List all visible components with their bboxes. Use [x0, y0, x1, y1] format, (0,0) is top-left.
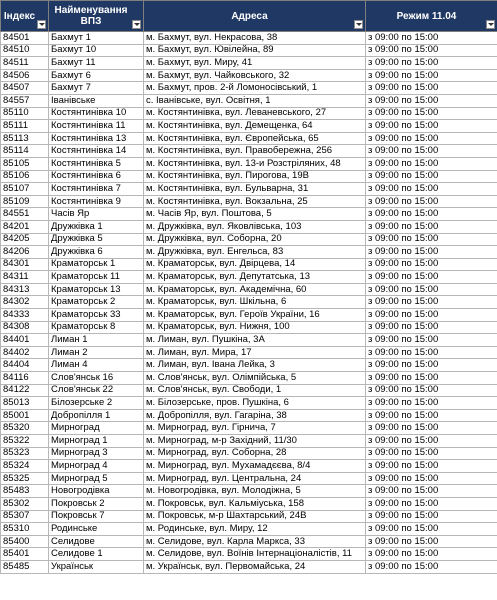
table-row: [1, 157, 497, 170]
cell-name[interactable]: Слов'янськ 22: [49, 384, 144, 397]
cell-address[interactable]: м. Новогродівка, вул. Молодіжна, 5: [144, 485, 366, 498]
cell-index[interactable]: 84205: [1, 233, 49, 246]
table-row: [1, 82, 497, 95]
cell-name[interactable]: Селидове 1: [49, 548, 144, 561]
cell-address[interactable]: м. Селидове, вул. Воїнів Інтернаціоналістів, 11: [144, 548, 366, 561]
filter-dropdown-icon[interactable]: [354, 20, 363, 29]
table-row: [1, 359, 497, 372]
cell-name[interactable]: Добропілля 1: [49, 409, 144, 422]
cell-schedule[interactable]: з 09:00 по 15:00: [366, 535, 497, 548]
cell-schedule[interactable]: з 09:00 по 15:00: [366, 107, 497, 120]
cell-schedule[interactable]: з 09:00 по 15:00: [366, 271, 497, 284]
cell-name[interactable]: Краматорськ 8: [49, 321, 144, 334]
cell-address[interactable]: м. Костянтинівка, вул. 13-и Розстріляних, 48: [144, 157, 366, 170]
cell-index[interactable]: 85013: [1, 397, 49, 410]
cell-index[interactable]: 85105: [1, 157, 49, 170]
cell-schedule[interactable]: з 09:00 по 15:00: [366, 233, 497, 246]
cell-address[interactable]: м. Слов'янськ, вул. Олімпійська, 5: [144, 372, 366, 385]
cell-address[interactable]: м. Слов'янськ, вул. Свободи, 1: [144, 384, 366, 397]
cell-address[interactable]: м. Українськ, вул. Первомайська, 24: [144, 560, 366, 573]
table-row: [1, 560, 497, 573]
cell-address[interactable]: м. Дружківка, вул. Яковлівська, 103: [144, 220, 366, 233]
cell-address[interactable]: м. Бахмут, вул. Некрасова, 38: [144, 32, 366, 45]
cell-index[interactable]: 84557: [1, 94, 49, 107]
cell-name[interactable]: Дружківка 1: [49, 220, 144, 233]
table-row: [1, 497, 497, 510]
cell-schedule[interactable]: з 09:00 по 15:00: [366, 372, 497, 385]
cell-schedule[interactable]: з 09:00 по 15:00: [366, 384, 497, 397]
column-header-index-label: Індекс: [3, 10, 36, 22]
cell-address[interactable]: м. Краматорськ, вул. Академічна, 60: [144, 283, 366, 296]
cell-index[interactable]: 85400: [1, 535, 49, 548]
column-header-schedule-label: Режим 11.04: [396, 10, 457, 22]
cell-index[interactable]: 84506: [1, 69, 49, 82]
table-row: [1, 107, 497, 120]
cell-address[interactable]: м. Бахмут, вул. Чайковського, 32: [144, 69, 366, 82]
cell-schedule[interactable]: з 09:00 по 15:00: [366, 309, 497, 322]
cell-index[interactable]: 85320: [1, 422, 49, 435]
cell-name[interactable]: Мирноград: [49, 422, 144, 435]
cell-index[interactable]: 84333: [1, 309, 49, 322]
cell-index[interactable]: 84311: [1, 271, 49, 284]
cell-address[interactable]: м. Мирноград, вул. Гірнича, 7: [144, 422, 366, 435]
cell-address[interactable]: м. Краматорськ, вул. Нижня, 100: [144, 321, 366, 334]
cell-address[interactable]: м. Бахмут, вул. Ювілейна, 89: [144, 44, 366, 57]
cell-schedule[interactable]: з 09:00 по 15:00: [366, 120, 497, 133]
cell-schedule[interactable]: з 09:00 по 15:00: [366, 69, 497, 82]
cell-index[interactable]: 84551: [1, 208, 49, 221]
table-row: [1, 283, 497, 296]
cell-schedule[interactable]: з 09:00 по 15:00: [366, 157, 497, 170]
cell-name[interactable]: Мирноград 5: [49, 472, 144, 485]
cell-address[interactable]: м. Краматорськ, вул. Шкільна, 6: [144, 296, 366, 309]
cell-name[interactable]: Бахмут 7: [49, 82, 144, 95]
cell-address[interactable]: м. Костянтинівка, вул. Пирогова, 19В: [144, 170, 366, 183]
cell-schedule[interactable]: з 09:00 по 15:00: [366, 460, 497, 473]
filter-dropdown-icon[interactable]: [132, 20, 141, 29]
cell-index[interactable]: 84302: [1, 296, 49, 309]
table-row: [1, 195, 497, 208]
cell-address[interactable]: м. Білозерське, пров. Пушкіна, 6: [144, 397, 366, 410]
cell-schedule[interactable]: з 09:00 по 15:00: [366, 57, 497, 70]
cell-index[interactable]: 84206: [1, 246, 49, 259]
cell-schedule[interactable]: з 09:00 по 15:00: [366, 359, 497, 372]
cell-name[interactable]: Лиман 1: [49, 334, 144, 347]
cell-name[interactable]: Селидове: [49, 535, 144, 548]
cell-index[interactable]: 84401: [1, 334, 49, 347]
cell-name[interactable]: Бахмут 10: [49, 44, 144, 57]
table-row: [1, 246, 497, 259]
column-header-name[interactable]: [49, 1, 144, 32]
cell-name[interactable]: Костянтинівка 10: [49, 107, 144, 120]
cell-address[interactable]: м. Дружківка, вул. Соборна, 20: [144, 233, 366, 246]
cell-index[interactable]: 85110: [1, 107, 49, 120]
cell-name[interactable]: Мирноград 3: [49, 447, 144, 460]
cell-schedule[interactable]: з 09:00 по 15:00: [366, 32, 497, 45]
table-row: [1, 183, 497, 196]
cell-name[interactable]: Костянтинівка 7: [49, 183, 144, 196]
table-row: [1, 510, 497, 523]
cell-index[interactable]: 84510: [1, 44, 49, 57]
cell-name[interactable]: Часів Яр: [49, 208, 144, 221]
table-row: [1, 309, 497, 322]
cell-schedule[interactable]: з 09:00 по 15:00: [366, 510, 497, 523]
table-row: [1, 145, 497, 158]
cell-schedule[interactable]: з 09:00 по 15:00: [366, 208, 497, 221]
cell-name[interactable]: Костянтинівка 6: [49, 170, 144, 183]
cell-schedule[interactable]: з 09:00 по 15:00: [366, 296, 497, 309]
cell-schedule[interactable]: з 09:00 по 15:00: [366, 195, 497, 208]
cell-address[interactable]: м. Костянтинівка, вул. Леваневського, 27: [144, 107, 366, 120]
table-row: [1, 523, 497, 536]
cell-address[interactable]: м. Мирноград, вул. Мухамадєєва, 8/4: [144, 460, 366, 473]
cell-address[interactable]: м. Краматорськ, вул. Героїв України, 16: [144, 309, 366, 322]
cell-index[interactable]: 84201: [1, 220, 49, 233]
cell-address[interactable]: м. Лиман, вул. Івана Лейка, 3: [144, 359, 366, 372]
cell-index[interactable]: 85485: [1, 560, 49, 573]
table-row: [1, 258, 497, 271]
cell-schedule[interactable]: з 09:00 по 15:00: [366, 145, 497, 158]
cell-name[interactable]: Краматорськ 1: [49, 258, 144, 271]
cell-name[interactable]: Краматорськ 2: [49, 296, 144, 309]
table-row: [1, 334, 497, 347]
table-row: [1, 57, 497, 70]
cell-index[interactable]: 85483: [1, 485, 49, 498]
table-row: [1, 460, 497, 473]
table-row: [1, 233, 497, 246]
cell-index[interactable]: 84116: [1, 372, 49, 385]
table-row: [1, 321, 497, 334]
cell-schedule[interactable]: з 09:00 по 15:00: [366, 422, 497, 435]
cell-address[interactable]: м. Мирноград, вул. Соборна, 28: [144, 447, 366, 460]
cell-schedule[interactable]: з 09:00 по 15:00: [366, 523, 497, 536]
cell-schedule[interactable]: з 09:00 по 15:00: [366, 321, 497, 334]
table-row: [1, 120, 497, 133]
column-header-address-label: Адреса: [231, 10, 268, 22]
table-row: [1, 472, 497, 485]
table-row: [1, 296, 497, 309]
cell-schedule[interactable]: з 09:00 по 15:00: [366, 94, 497, 107]
cell-address[interactable]: м. Костянтинівка, вул. Європейська, 65: [144, 132, 366, 145]
table-row: [1, 409, 497, 422]
cell-schedule[interactable]: з 09:00 по 15:00: [366, 497, 497, 510]
cell-schedule[interactable]: з 09:00 по 15:00: [366, 560, 497, 573]
cell-address[interactable]: м. Селидове, вул. Карла Маркса, 33: [144, 535, 366, 548]
table-header: [1, 1, 497, 32]
cell-name[interactable]: Костянтинівка 13: [49, 132, 144, 145]
cell-index[interactable]: 84308: [1, 321, 49, 334]
cell-name[interactable]: Бахмут 11: [49, 57, 144, 70]
cell-schedule[interactable]: з 09:00 по 15:00: [366, 548, 497, 561]
column-header-address[interactable]: [144, 1, 366, 32]
table-row: [1, 69, 497, 82]
cell-name[interactable]: Покровськ 7: [49, 510, 144, 523]
table-row: [1, 220, 497, 233]
cell-index[interactable]: 84404: [1, 359, 49, 372]
cell-address[interactable]: м. Лиман, вул. Мира, 17: [144, 346, 366, 359]
cell-name[interactable]: Краматорськ 11: [49, 271, 144, 284]
cell-schedule[interactable]: з 09:00 по 15:00: [366, 447, 497, 460]
cell-name[interactable]: Костянтинівка 9: [49, 195, 144, 208]
column-header-schedule[interactable]: [366, 1, 497, 32]
cell-name[interactable]: Бахмут 1: [49, 32, 144, 45]
cell-schedule[interactable]: з 09:00 по 15:00: [366, 283, 497, 296]
cell-name[interactable]: Костянтинівка 11: [49, 120, 144, 133]
table-row: [1, 422, 497, 435]
cell-schedule[interactable]: з 09:00 по 15:00: [366, 82, 497, 95]
filter-dropdown-icon[interactable]: [37, 20, 46, 29]
cell-index[interactable]: 85322: [1, 435, 49, 448]
cell-name[interactable]: Мирноград 4: [49, 460, 144, 473]
cell-name[interactable]: Лиман 2: [49, 346, 144, 359]
table-row: [1, 485, 497, 498]
cell-schedule[interactable]: з 09:00 по 15:00: [366, 183, 497, 196]
cell-index[interactable]: 85106: [1, 170, 49, 183]
cell-address[interactable]: м. Краматорськ, вул. Двірцева, 14: [144, 258, 366, 271]
cell-name[interactable]: Слов'янськ 16: [49, 372, 144, 385]
table-row: [1, 132, 497, 145]
cell-index[interactable]: 85310: [1, 523, 49, 536]
table-row: [1, 397, 497, 410]
cell-address[interactable]: м. Мирноград, вул. Центральна, 24: [144, 472, 366, 485]
cell-address[interactable]: м. Костянтинівка, вул. Демещенка, 64: [144, 120, 366, 133]
cell-address[interactable]: м. Покровськ, м-р Шахтарський, 24В: [144, 510, 366, 523]
table-row: [1, 548, 497, 561]
table-row: [1, 535, 497, 548]
cell-address[interactable]: м. Лиман, вул. Пушкіна, 3А: [144, 334, 366, 347]
cell-index[interactable]: 85111: [1, 120, 49, 133]
table-row: [1, 94, 497, 107]
cell-name[interactable]: Костянтинівка 5: [49, 157, 144, 170]
cell-name[interactable]: Іванівське: [49, 94, 144, 107]
cell-schedule[interactable]: з 09:00 по 15:00: [366, 435, 497, 448]
cell-address[interactable]: м. Добропілля, вул. Гагаріна, 38: [144, 409, 366, 422]
header-row: [1, 1, 497, 32]
cell-address[interactable]: м. Костянтинівка, вул. Вокзальна, 25: [144, 195, 366, 208]
cell-schedule[interactable]: з 09:00 по 15:00: [366, 346, 497, 359]
table-row: [1, 447, 497, 460]
cell-schedule[interactable]: з 09:00 по 15:00: [366, 397, 497, 410]
cell-index[interactable]: 85323: [1, 447, 49, 460]
cell-index[interactable]: 85302: [1, 497, 49, 510]
cell-schedule[interactable]: з 09:00 по 15:00: [366, 246, 497, 259]
table-row: [1, 271, 497, 284]
table-body: [1, 32, 497, 574]
cell-address[interactable]: с. Іванівське, вул. Освітня, 1: [144, 94, 366, 107]
column-header-name-label: Найменування ВПЗ: [54, 5, 128, 27]
cell-index[interactable]: 85324: [1, 460, 49, 473]
cell-address[interactable]: м. Мирноград, м-р Західний, 11/30: [144, 435, 366, 448]
cell-index[interactable]: 84507: [1, 82, 49, 95]
cell-schedule[interactable]: з 09:00 по 15:00: [366, 258, 497, 271]
cell-index[interactable]: 84301: [1, 258, 49, 271]
cell-schedule[interactable]: з 09:00 по 15:00: [366, 220, 497, 233]
cell-schedule[interactable]: з 09:00 по 15:00: [366, 485, 497, 498]
filter-dropdown-icon[interactable]: [486, 20, 495, 29]
cell-name[interactable]: Білозерське 2: [49, 397, 144, 410]
table-row: [1, 384, 497, 397]
cell-index[interactable]: 84313: [1, 283, 49, 296]
cell-name[interactable]: Покровськ 2: [49, 497, 144, 510]
cell-address[interactable]: м. Дружківка, вул. Енгельса, 83: [144, 246, 366, 259]
table-row: [1, 372, 497, 385]
cell-address[interactable]: м. Костянтинівка, вул. Бульварна, 31: [144, 183, 366, 196]
cell-schedule[interactable]: з 09:00 по 15:00: [366, 44, 497, 57]
table-row: [1, 208, 497, 221]
cell-index[interactable]: 85114: [1, 145, 49, 158]
cell-address[interactable]: м. Покровськ, вул. Кальміуська, 158: [144, 497, 366, 510]
cell-address[interactable]: м. Бахмут, вул. Миру, 41: [144, 57, 366, 70]
cell-name[interactable]: Українськ: [49, 560, 144, 573]
cell-schedule[interactable]: з 09:00 по 15:00: [366, 170, 497, 183]
table-row: [1, 170, 497, 183]
table-row: [1, 44, 497, 57]
cell-index[interactable]: 84501: [1, 32, 49, 45]
column-header-index[interactable]: [1, 1, 49, 32]
cell-name[interactable]: Мирноград 1: [49, 435, 144, 448]
cell-name[interactable]: Дружківка 5: [49, 233, 144, 246]
cell-address[interactable]: м. Краматорськ, вул. Депутатська, 13: [144, 271, 366, 284]
cell-address[interactable]: м. Часів Яр, вул. Поштова, 5: [144, 208, 366, 221]
table-row: [1, 435, 497, 448]
cell-index[interactable]: 85307: [1, 510, 49, 523]
cell-name[interactable]: Дружківка 6: [49, 246, 144, 259]
cell-schedule[interactable]: з 09:00 по 15:00: [366, 472, 497, 485]
table-row: [1, 346, 497, 359]
cell-index[interactable]: 85325: [1, 472, 49, 485]
cell-name[interactable]: Новогродівка: [49, 485, 144, 498]
cell-name[interactable]: Бахмут 6: [49, 69, 144, 82]
cell-name[interactable]: Краматорськ 13: [49, 283, 144, 296]
cell-index[interactable]: 85401: [1, 548, 49, 561]
cell-schedule[interactable]: з 09:00 по 15:00: [366, 409, 497, 422]
cell-address[interactable]: м. Родинське, вул. Миру, 12: [144, 523, 366, 536]
cell-address[interactable]: м. Костянтинівка, вул. Правобережна, 256: [144, 145, 366, 158]
cell-index[interactable]: 85001: [1, 409, 49, 422]
table-row: [1, 32, 497, 45]
cell-index[interactable]: 85113: [1, 132, 49, 145]
cell-name[interactable]: Краматорськ 33: [49, 309, 144, 322]
cell-address[interactable]: м. Бахмут, пров. 2-й Ломоносівський, 1: [144, 82, 366, 95]
cell-index[interactable]: 84122: [1, 384, 49, 397]
cell-index[interactable]: 85107: [1, 183, 49, 196]
cell-name[interactable]: Лиман 4: [49, 359, 144, 372]
cell-schedule[interactable]: з 09:00 по 15:00: [366, 334, 497, 347]
cell-index[interactable]: 84402: [1, 346, 49, 359]
cell-index[interactable]: 84511: [1, 57, 49, 70]
cell-schedule[interactable]: з 09:00 по 15:00: [366, 132, 497, 145]
cell-index[interactable]: 85109: [1, 195, 49, 208]
cell-name[interactable]: Родинське: [49, 523, 144, 536]
cell-name[interactable]: Костянтинівка 14: [49, 145, 144, 158]
